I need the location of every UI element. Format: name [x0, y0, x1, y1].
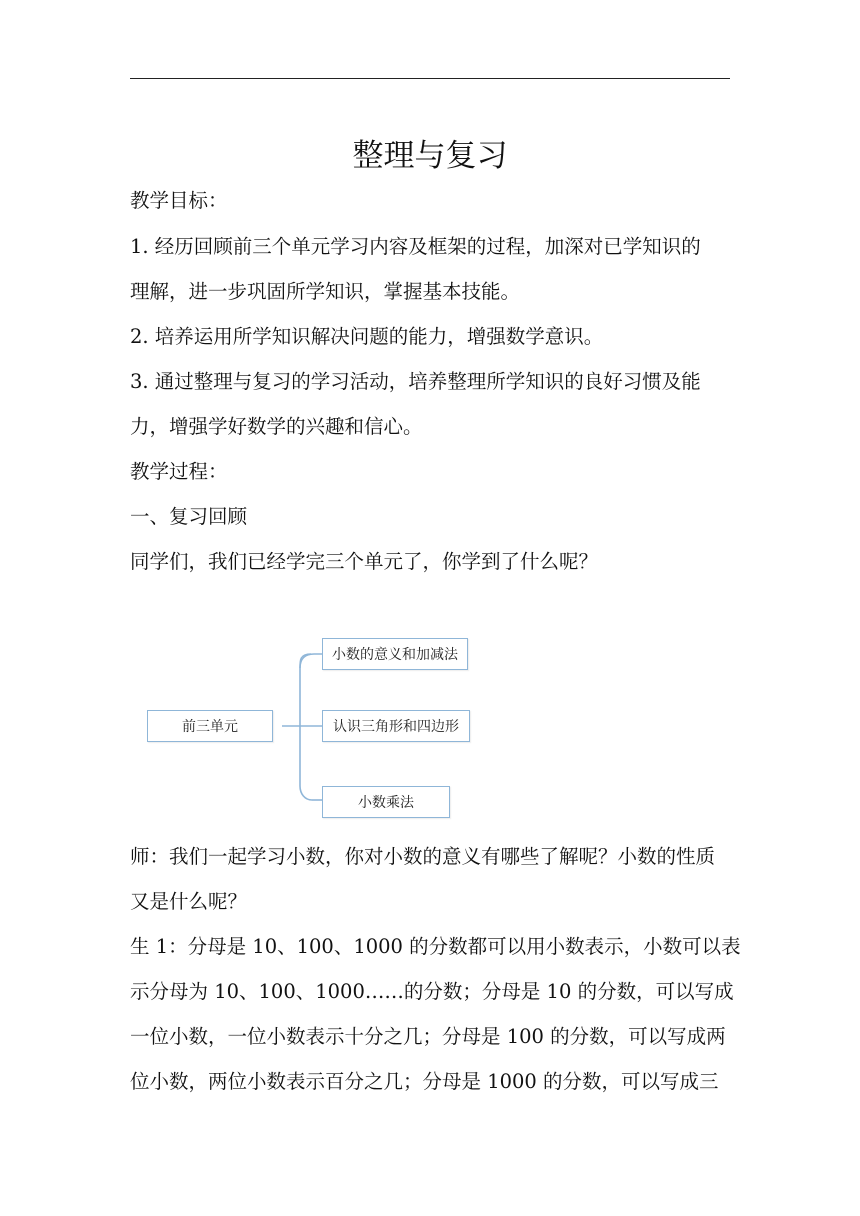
student-answer-line-2: 示分母为 10、100、1000……的分数；分母是 10 的分数，可以写成 [130, 980, 734, 1003]
objective-2: 2. 培养运用所学知识解决问题的能力，增强数学意识。 [130, 325, 604, 348]
section-heading-process: 教学过程： [130, 460, 228, 483]
tree-connector [282, 654, 322, 800]
student-answer-line-1: 生 1：分母是 10、100、1000 的分数都可以用小数表示，小数可以表 [130, 935, 741, 958]
intro-question: 同学们，我们已经学完三个单元了，你学到了什么呢？ [130, 550, 599, 573]
teacher-question-line-2: 又是什么呢？ [130, 890, 248, 913]
branch-node-triangles: 认识三角形和四边形 [322, 710, 470, 742]
subsection-heading-review: 一、复习回顾 [130, 505, 248, 528]
page-title: 整理与复习 [352, 138, 508, 174]
objective-1-line-1: 1. 经历回顾前三个单元学习内容及框架的过程，加深对已学知识的 [130, 235, 701, 258]
objective-3-line-2: 力，增强学好数学的兴趣和信心。 [130, 415, 423, 438]
branch-node-decimals-meaning: 小数的意义和加减法 [322, 638, 468, 670]
root-node: 前三单元 [147, 710, 273, 742]
student-answer-line-4: 位小数，两位小数表示百分之几；分母是 1000 的分数，可以写成三 [130, 1070, 719, 1093]
student-answer-line-3: 一位小数，一位小数表示十分之几；分母是 100 的分数，可以写成两 [130, 1025, 726, 1048]
tree-connector-top [300, 654, 322, 668]
objective-1-line-2: 理解，进一步巩固所学知识，掌握基本技能。 [130, 280, 521, 303]
section-heading-objectives: 教学目标： [130, 189, 228, 212]
objective-3-line-1: 3. 通过整理与复习的学习活动，培养整理所学知识的良好习惯及能 [130, 370, 701, 393]
branch-node-decimal-multiplication: 小数乘法 [322, 786, 450, 818]
header-rule [130, 78, 730, 79]
teacher-question-line-1: 师：我们一起学习小数，你对小数的意义有哪些了解呢？小数的性质 [130, 845, 716, 868]
